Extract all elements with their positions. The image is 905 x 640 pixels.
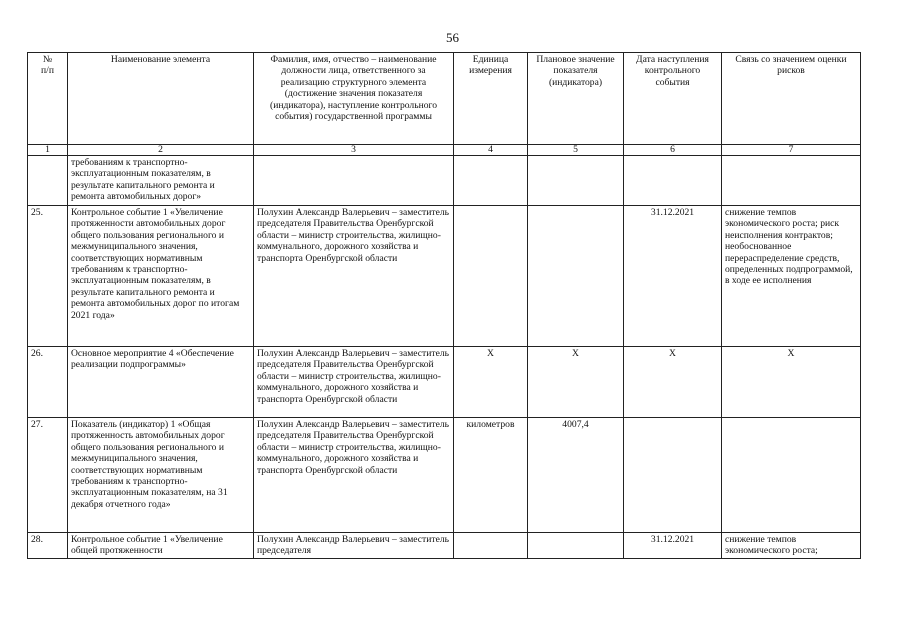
row-number: 28. xyxy=(28,533,68,559)
row-responsible: Полухин Александр Валерьевич – заместитель председателя Правительства Оренбургской области – министр строительства, жилищно-коммунального, дорожного хозяйства и транспорта Оренбургской области xyxy=(254,347,454,418)
header-event-date: Дата наступления контрольного события xyxy=(624,53,722,145)
row-responsible: Полухин Александр Валерьевич – заместитель председателя Правительства Оренбургской области – министр строительства, жилищно-коммунального, дорожного хозяйства и транспорта Оренбургской области xyxy=(254,206,454,347)
program-plan-table xyxy=(27,52,861,559)
column-index: 4 xyxy=(454,145,528,156)
row-event-date: 31.12.2021 xyxy=(624,206,722,347)
column-index: 5 xyxy=(528,145,624,156)
row-event-date: Х xyxy=(624,347,722,418)
page-number: 56 xyxy=(446,30,459,45)
row-risk-link: Х xyxy=(722,347,861,418)
table-row xyxy=(28,533,861,559)
row-plan-value: 4007,4 xyxy=(528,418,624,533)
table-row xyxy=(28,156,861,206)
column-index: 6 xyxy=(624,145,722,156)
row-number: 27. xyxy=(28,418,68,533)
row-element-name: Основное мероприятие 4 «Обеспечение реализации подпрограммы» xyxy=(68,347,254,418)
row-responsible: Полухин Александр Валерьевич – заместитель председателя Правительства Оренбургской области – министр строительства, жилищно-коммунального, дорожного хозяйства и транспорта Оренбургской области xyxy=(254,418,454,533)
row-risk-link xyxy=(722,156,861,206)
header-unit: Единица измерения xyxy=(454,53,528,145)
header-plan-value: Плановое значение показателя (индикатора) xyxy=(528,53,624,145)
column-index: 7 xyxy=(722,145,861,156)
header-responsible: Фамилия, имя, отчество – наименование должности лица, ответственного за реализацию структурного элемента (достижение значения показателя (индикатора), наступление контрольного события) государственной программы xyxy=(254,53,454,145)
row-plan-value xyxy=(528,533,624,559)
row-element-name: Контрольное событие 1 «Увеличение общей протяженности xyxy=(68,533,254,559)
row-unit xyxy=(454,533,528,559)
row-responsible: Полухин Александр Валерьевич – заместитель председателя xyxy=(254,533,454,559)
row-unit xyxy=(454,206,528,347)
header-element-name: Наименование элемента xyxy=(68,53,254,145)
header-number: № п/п xyxy=(28,53,68,145)
row-event-date: 31.12.2021 xyxy=(624,533,722,559)
column-index-row xyxy=(28,145,861,156)
row-element-name: Контрольное событие 1 «Увеличение протяженности автомобильных дорог общего пользования регионального и межмуниципального значения, соответствующих нормативным требованиям к транспортно-эксплуатационным показателям, в результате капитального ремонта и ремонта автомобильных дорог по итогам 2021 года» xyxy=(68,206,254,347)
row-plan-value: Х xyxy=(528,347,624,418)
row-unit: километров xyxy=(454,418,528,533)
row-element-name: требованиям к транспортно-эксплуатационным показателям, в результате капитального ремонта и ремонта автомобильных дорог» xyxy=(68,156,254,206)
row-element-name: Показатель (индикатор) 1 «Общая протяженность автомобильных дорог общего пользования регионального и межмуниципального значения, соответствующих нормативным требованиям к транспортно-эксплуатационным показателям, на 31 декабря отчетного года» xyxy=(68,418,254,533)
row-event-date xyxy=(624,418,722,533)
row-number xyxy=(28,156,68,206)
row-event-date xyxy=(624,156,722,206)
row-number: 25. xyxy=(28,206,68,347)
table-row xyxy=(28,206,861,347)
row-risk-link: снижение темпов экономического роста; xyxy=(722,533,861,559)
row-number: 26. xyxy=(28,347,68,418)
row-plan-value xyxy=(528,206,624,347)
row-unit: Х xyxy=(454,347,528,418)
row-risk-link xyxy=(722,418,861,533)
row-risk-link: снижение темпов экономического роста; риск неисполнения контрактов; необоснованное перераспределение средств, определенных подпрограммой, в ходе ее исполнения xyxy=(722,206,861,347)
row-responsible xyxy=(254,156,454,206)
row-unit xyxy=(454,156,528,206)
row-plan-value xyxy=(528,156,624,206)
column-index: 2 xyxy=(68,145,254,156)
column-index: 1 xyxy=(28,145,68,156)
table-header-row xyxy=(28,53,861,145)
header-risk-link: Связь со значением оценки рисков xyxy=(722,53,861,145)
table-row xyxy=(28,347,861,418)
table-row xyxy=(28,418,861,533)
column-index: 3 xyxy=(254,145,454,156)
